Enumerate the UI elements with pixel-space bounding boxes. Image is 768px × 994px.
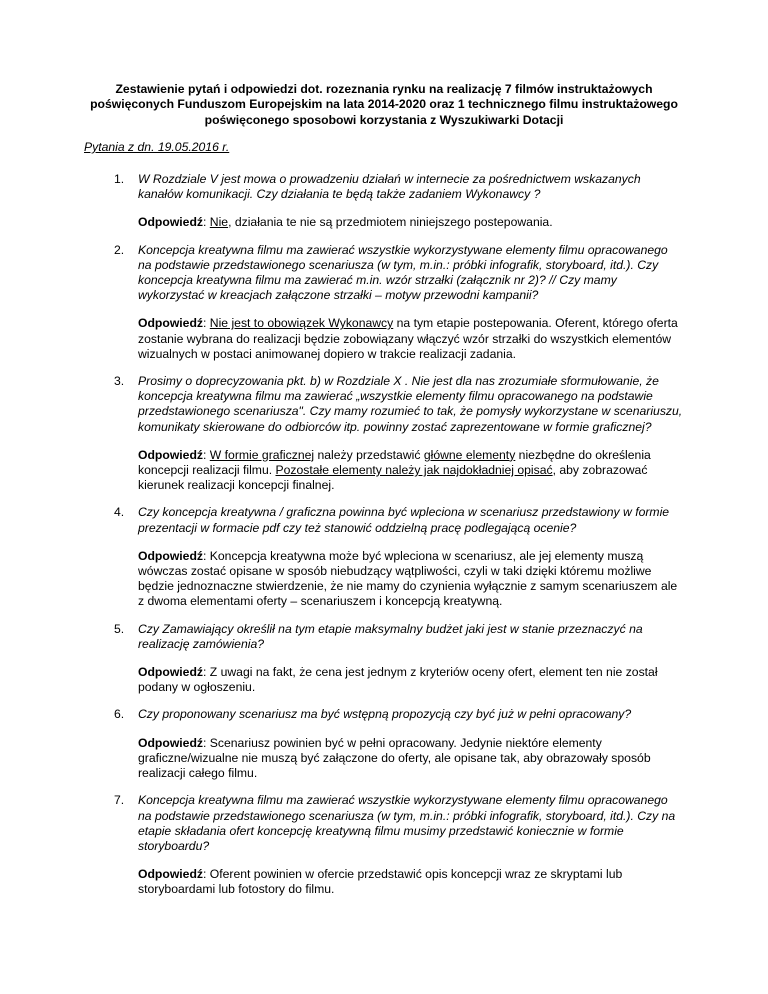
answer-underlined: Nie jest to obowiązek Wykonawcy bbox=[209, 316, 394, 331]
question-item bbox=[84, 622, 684, 696]
question-text: Czy koncepcja kreatywna / graficzna powinna być wpleciona w scenariusz przedstawiony w formie prezentacji w formacie pdf czy też stanowić oddzielną pracę podlegającą ocenie? bbox=[138, 505, 670, 535]
answer-text bbox=[138, 867, 684, 897]
answer-label: Odpowiedź bbox=[138, 735, 203, 750]
question-text: Prosimy o doprecyzowania pkt. b) w Rozdziale X . Nie jest dla nas zrozumiałe sformułowanie, że koncepcja kreatywna filmu ma zawierać „wszystkie elementy filmu opracowanego na podstawie przedstawionego scenariusza". Czy mamy rozumieć to tak, że pomysły wykorzystane w scenariuszu, komunikaty skierowane do odbiorców itp. powinny zostać zaprezentowane w formie graficznej? bbox=[138, 374, 683, 434]
answer-text bbox=[138, 736, 684, 782]
answer-body: niezbędne do określenia koncepcji realizacji filmu. bbox=[138, 447, 651, 478]
answer-label: Odpowiedź bbox=[138, 316, 203, 331]
answer-text: Odpowiedź: Nie, działania te nie są przedmiotem niniejszego postepowania. bbox=[138, 215, 553, 230]
date-heading: Pytania z dn. 19.05.2016 r. bbox=[84, 140, 230, 154]
answer-label: Odpowiedź bbox=[138, 548, 203, 563]
answer-body: należy przedstawić bbox=[314, 447, 424, 462]
answer-body: : Scenariusz powinien być w pełni opracowany. Jedynie niektóre elementy graficzne/wizualne nie muszą być załączone do oferty, ale opisane tak, aby obrazowały sposób realizacji całego filmu. bbox=[138, 735, 651, 781]
question-item bbox=[84, 505, 684, 609]
answer-body: , działania te nie są przedmiotem niniejszego postepowania. bbox=[228, 215, 553, 230]
answer-underlined: W formie graficznej bbox=[209, 447, 315, 462]
question-number: 4. bbox=[114, 505, 125, 520]
answer-body: , aby zobrazować kierunek realizacji koncepcji finalnej. bbox=[138, 463, 648, 493]
question-number: 7. bbox=[114, 793, 125, 808]
answer-text: Odpowiedź: W formie graficznej należy przedstawić główne elementy niezbędne do określenia koncepcji realizacji filmu. Pozostałe elementy należy jak najdokładniej opisać, aby zobrazować kierunek realizacji koncepcji finalnej. bbox=[138, 447, 651, 493]
question-text: Koncepcja kreatywna filmu ma zawierać wszystkie wykorzystywane elementy filmu opracowanego na podstawie przedstawionego scenariusza (w tym, m.in.: próbki infografik, storyboard, itd.). Czy na etapie składania ofert koncepcję kreatywną filmu musimy przedstawić koniecznie w formie storyboardu? bbox=[138, 793, 676, 853]
answer-label: Odpowiedź bbox=[138, 867, 203, 882]
question-number: 5. bbox=[114, 621, 125, 636]
answer-text bbox=[138, 549, 684, 610]
answer-underlined: Pozostałe elementy należy jak najdokładniej opisać bbox=[275, 463, 553, 478]
question-item bbox=[84, 707, 684, 781]
answer-body: : Z uwagi na fakt, że cena jest jednym z kryteriów oceny ofert, element ten nie został podany w ogłoszeniu. bbox=[138, 665, 658, 695]
question-item bbox=[84, 172, 684, 231]
answer-label: Odpowiedź bbox=[138, 215, 203, 230]
answer-body: : Oferent powinien w ofercie przedstawić opis koncepcji wraz ze skryptami lub storyboardami lub fotostory do filmu. bbox=[138, 867, 623, 897]
answer-label: Odpowiedź bbox=[138, 665, 203, 680]
question-item bbox=[84, 243, 684, 362]
question-number: 6. bbox=[114, 707, 125, 722]
answer-body: : Koncepcja kreatywna może być wpleciona w scenariusz, ale jej elementy muszą wówczas zostać opisane w sposób niebudzący wątpliwości, czyli w taki dzięki któremu możliwe będzie jednoznaczne stwierdzenie, że nie mamy do czynienia wyłącznie z samym scenariuszem ale z dwoma elementami oferty – scenariuszem i koncepcją kreatywną. bbox=[138, 548, 678, 609]
answer-underlined: główne elementy bbox=[423, 447, 516, 462]
question-text: Czy proponowany scenariusz ma być wstępną propozycją czy być już w pełni opracowany? bbox=[138, 707, 632, 722]
answer-text bbox=[138, 665, 684, 695]
questions-list bbox=[84, 172, 684, 898]
document-title: Zestawienie pytań i odpowiedzi dot. rozeznania rynku na realizację 7 filmów instruktażowych poświęconych Funduszom Europejskim na lata 2014-2020 oraz 1 technicznego filmu instruktażowego poświęconego sposobowi korzystania z Wyszukiwarki Dotacji bbox=[90, 82, 678, 127]
answer-underlined: Nie bbox=[209, 215, 229, 230]
question-text: Koncepcja kreatywna filmu ma zawierać wszystkie wykorzystywane elementy filmu opracowanego na podstawie przedstawionego scenariusza (w tym, m.in.: próbki infografik, storyboard, itd.). Czy koncepcja kreatywna filmu ma zawierać m.in. wzór strzałki (załącznik nr 2)? // Czy mamy wykorzystać w kreacjach załączone strzałki – motyw przewodni kampanii? bbox=[138, 242, 668, 303]
answer-label: Odpowiedź bbox=[138, 447, 203, 462]
question-text: W Rozdziale V jest mowa o prowadzeniu działań w internecie za pośrednictwem wskazanych kanałów komunikacji. Czy działania te będą także zadaniem Wykonawcy ? bbox=[138, 172, 641, 202]
answer-text: Odpowiedź: Nie jest to obowiązek Wykonawcy na tym etapie postepowania. Oferent, którego oferta zostanie wybrana do realizacji będzie zobowiązany włączyć wzór strzałki do wszystkich elementów wizualnych w postaci animowanej dopiero w trakcie realizacji zadania. bbox=[138, 316, 678, 361]
question-number: 2. bbox=[114, 242, 125, 257]
question-item bbox=[84, 793, 684, 897]
question-item bbox=[84, 374, 684, 493]
question-text: Czy Zamawiający określił na tym etapie maksymalny budżet jaki jest w stanie przeznaczyć na realizację zamówienia? bbox=[138, 621, 643, 651]
answer-body: na tym etapie postepowania. Oferent, którego oferta zostanie wybrana do realizacji będzie zobowiązany włączyć wzór strzałki do wszystkich elementów wizualnych w postaci animowanej dopiero w trakcie realizacji zadania. bbox=[138, 316, 678, 361]
question-number: 1. bbox=[114, 172, 125, 186]
question-number: 3. bbox=[114, 374, 125, 389]
